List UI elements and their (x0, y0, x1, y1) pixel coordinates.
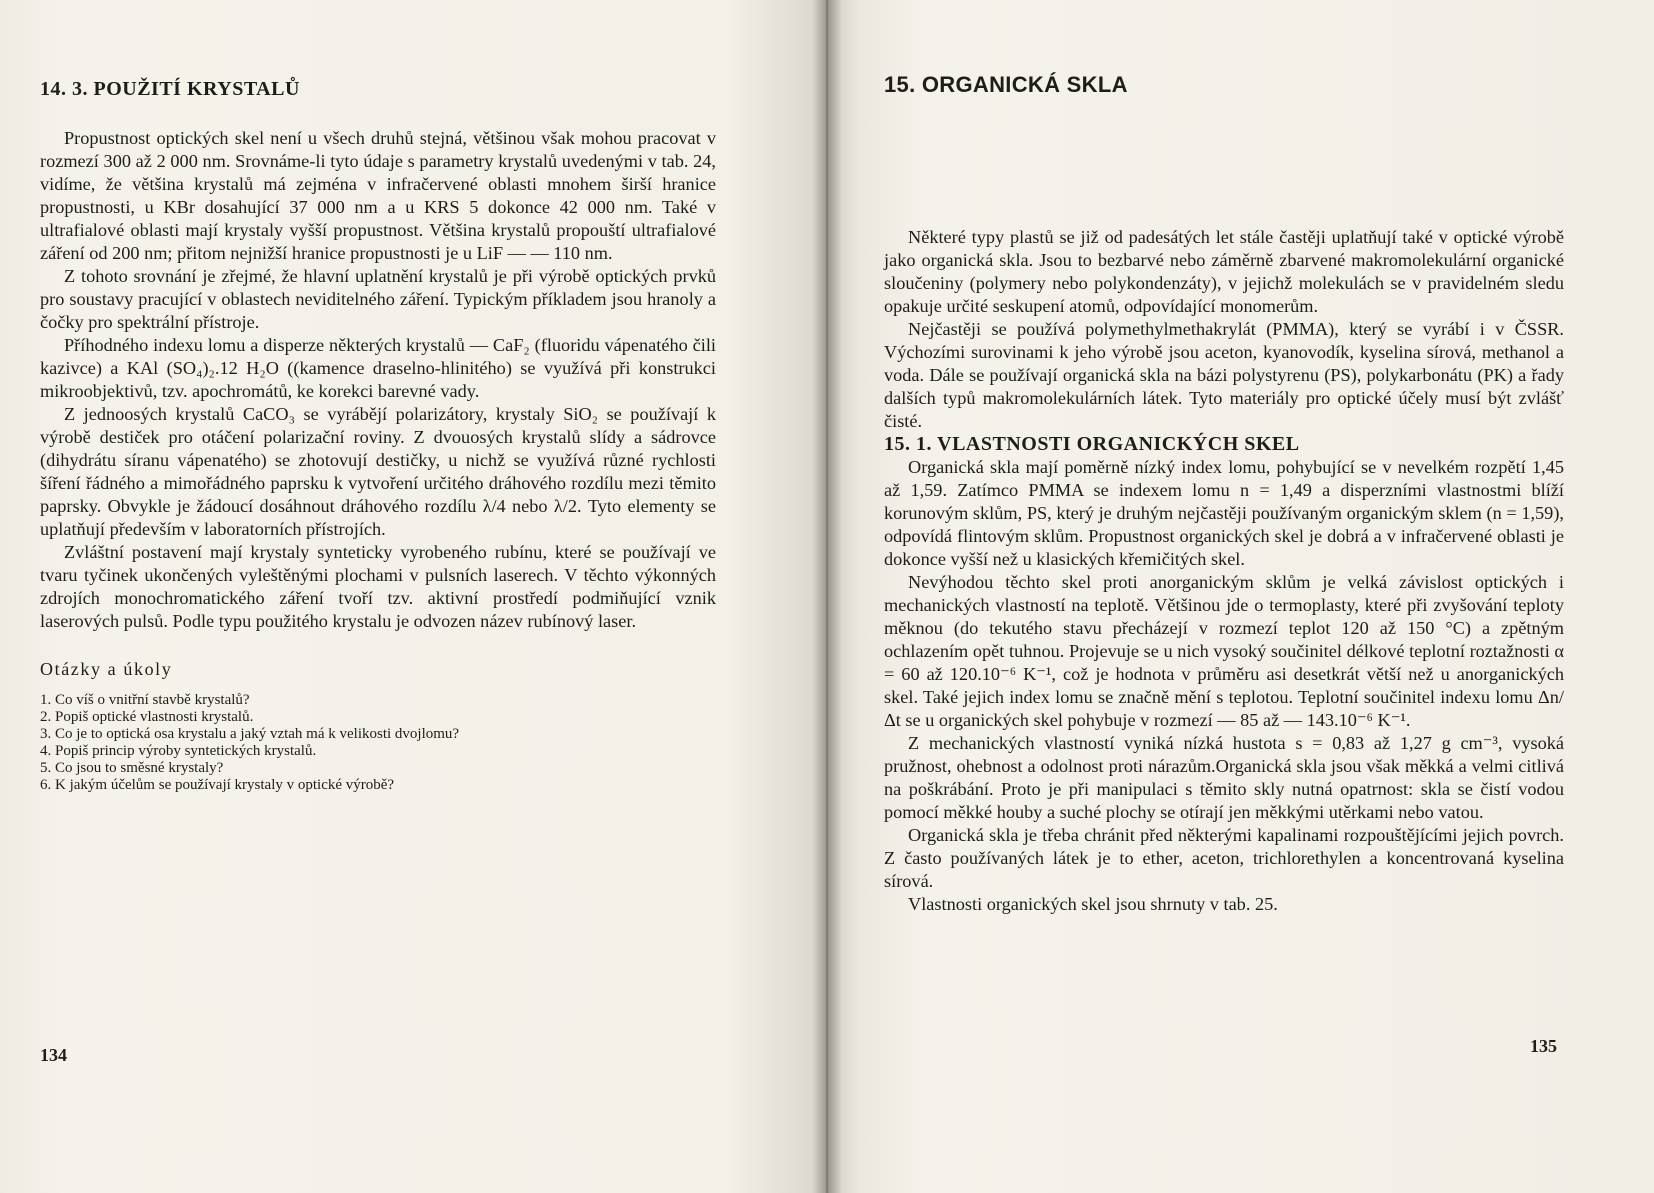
paragraph: Z tohoto srovnání je zřejmé, že hlavní uplatnění krystalů je při výrobě optických prvků pro soustavy pracující v oblastech neviditelného záření. Typickým příkladem jsou hranoly a čočky pro spektrální přístroje. (40, 266, 716, 332)
question-item: 1. Co víš o vnitřní stavbě krystalů? (40, 692, 250, 708)
paragraph: Z jednoosých krystalů CaCO₃ se vyrábějí polarizátory, krystaly SiO₂ se používají k výrobě destiček pro otáčení polarizační roviny. Z dvouosých krystalů slídy a sádrovce (dihydrátu síranu vápenatého) se zhotovují destičky, u nichž se využívá různé rychlosti šíření řádného a mimořádného paprsku k vytvoření určitého dráhového rozdílu mezi těmito paprsky. Obvykle je žádoucí dosáhnout dráhového rozdílu λ/4 nebo λ/2. Tyto elementy se uplatňují především v laboratorních přístrojích. (40, 404, 716, 539)
questions-title: Otázky a úkoly (40, 659, 173, 679)
section-heading: 14. 3. POUŽITÍ KRYSTALŮ (40, 78, 300, 100)
right-page-header (884, 72, 1564, 98)
question-item: 6. K jakým účelům se používají krystaly v optické výrobě? (40, 777, 395, 793)
page-number: 134 (40, 1045, 67, 1065)
paragraph: Příhodného indexu lomu a disperze některých krystalů — CaF₂ (fluoridu vápenatého čili kazivce) a KAl (SO₄)₂.12 H₂O ((kamence draselno-hlinitého) se využívá při konstrukci mikroobjektivů, tzv. apochromátů, ke korekci barevné vady. (40, 335, 716, 401)
left-body-text (40, 127, 716, 633)
paragraph: Nejčastěji se používá polymethylmethakrylát (PMMA), který se vyrábí i v ČSSR. Výchozími surovinami k jeho výrobě jsou aceton, kyanovodík, kyselina sírová, methanol a voda. Dále se používají organická skla na bázi polystyrenu (PS), polykarbonátu (PK) a řady dalších typů makromolekulárních látek. Tyto materiály pro optické účely musí být zvlášť čisté. (884, 319, 1564, 431)
paragraph: Propustnost optických skel není u všech druhů stejná, většinou však mohou pracovat v rozmezí 300 až 2 000 nm. Srovnáme-li tyto údaje s parametry krystalů uvedenými v tab. 24, vidíme, že většina krystalů má zejména v infračervené oblasti mnohem širší hranice propustnosti, u KBr dosahující 37 000 nm a u KRS 5 dokonce 42 000 nm. Také v ultrafialové oblasti mají krystaly vyšší propustnost. Většina krystalů propouští ultrafialové záření od 200 nm; přitom nejnižší hranice propustnosti je u LiF — — 110 nm. (40, 128, 716, 263)
question-item: 5. Co jsou to směsné krystaly? (40, 760, 224, 776)
right-page-content (884, 226, 1564, 916)
question-item: 3. Co je to optická osa krystalu a jaký vztah má k velikosti dvojlomu? (40, 726, 460, 742)
question-item: 2. Popiš optické vlastnosti krystalů. (40, 709, 254, 725)
right-page (827, 0, 1654, 1193)
subsection-heading: 15. 1. VLASTNOSTI ORGANICKÝCH SKEL (884, 433, 1300, 455)
paragraph: Organická skla je třeba chránit před některými kapalinami rozpouštějícími jejich povrch. Z často používaných látek je to ether, aceton, trichlorethylen a koncentrovaná kyselina sírová. (884, 825, 1564, 891)
chapter-heading: 15. ORGANICKÁ SKLA (884, 72, 1128, 97)
paragraph: Zvláštní postavení mají krystaly synteticky vyrobeného rubínu, které se používají ve tvaru tyčinek ukončených vyleštěnými plochami v pulsních laserech. V těchto výkonných zdrojích monochromatického záření tvoří tzv. aktivní prostředí podmiňující vznik laserových pulsů. Podle typu použitého krystalu je odvozen název rubínový laser. (40, 542, 716, 631)
paragraph: Nevýhodou těchto skel proti anorganickým sklům je velká závislost optických i mechanických vlastností na teplotě. Většinou jde o termoplasty, které při zvyšování teploty měknou (do tekutého stavu přecházejí v rozmezí teplot 120 až 150 °C) a zpětným ochlazením opět tuhnou. Projevuje se u nich vysoký součinitel délkové teplotní roztažnosti α = 60 až 120.10⁻⁶ K⁻¹, což je hodnota v průměru asi desetkrát větší než u anorganických skel. Také jejich index lomu se značně mění s teplotou. Teplotní součinitel indexu lomu Δn/Δt se u organických skel pohybuje v rozmezí — 85 až — 143.10⁻⁶ K⁻¹. (884, 572, 1564, 730)
left-page-content (40, 78, 716, 794)
page-number: 135 (1530, 1036, 1557, 1056)
paragraph: Z mechanických vlastností vyniká nízká hustota s = 0,83 až 1,27 g cm⁻³, vysoká pružnost, ohebnost a odolnost proti nárazům.Organická skla jsou však měkká a velmi citlivá na poškrábání. Proto je při manipulaci s těmito skly nutná opatrnost: skla se čistí vodou pomocí měkké houby a suché plochy se otírají jen měkkými utěrkami nebo vatou. (884, 733, 1564, 822)
paragraph: Organická skla mají poměrně nízký index lomu, pohybující se v nevelkém rozpětí 1,45 až 1,59. Zatímco PMMA se indexem lomu n = 1,49 a disperzními vlastnostmi blíží korunovým sklům, PS, který je druhým nejčastěji používaným organickým sklem (n = 1,59), odpovídá flintovým sklům. Propustnost organických skel je dobrá a v infračervené oblasti je dokonce vyšší než u klasických křemičitých skel. (884, 457, 1564, 569)
questions-list (40, 692, 716, 794)
paragraph: Některé typy plastů se již od padesátých let stále častěji uplatňují také v optické výrobě jako organická skla. Jsou to bezbarvé nebo záměrně zbarvené makromolekulární organické sloučeniny (polymery nebo polykondenzáty), v jejichž molekulách se v pravidelném sledu opakuje určité seskupení atomů, odpovídající monomerům. (884, 227, 1564, 316)
paragraph: Vlastnosti organických skel jsou shrnuty v tab. 25. (908, 894, 1278, 914)
question-item: 4. Popiš princip výroby syntetických krystalů. (40, 743, 317, 759)
